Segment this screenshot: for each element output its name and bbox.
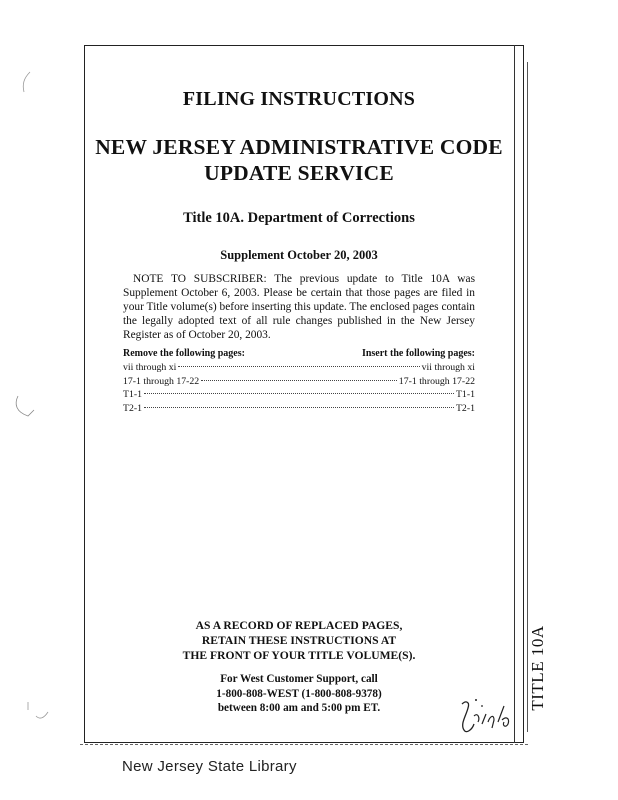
subtitle-line-2: UPDATE SERVICE: [204, 161, 394, 185]
remove-pages: 17-1 through 17-22: [123, 375, 200, 387]
record-line-1: AS A RECORD OF REPLACED PAGES,: [195, 619, 403, 632]
remove-pages: T2-1: [123, 402, 143, 414]
page-list: [123, 362, 475, 416]
page-row: [123, 362, 475, 376]
remove-pages: vii through xi: [123, 362, 177, 373]
dot-leader: [201, 380, 397, 381]
page-row: [123, 403, 475, 417]
support-line-1: For West Customer Support, call: [220, 673, 378, 685]
page-columns-header: [123, 348, 475, 359]
library-stamp: New Jersey State Library: [122, 758, 297, 775]
side-tab-title: TITLE 10A: [528, 625, 547, 711]
remove-pages: T1-1: [123, 389, 143, 400]
page-row: [123, 376, 475, 390]
document-subtitle: [84, 134, 514, 186]
scan-mark: [12, 392, 38, 422]
document-title: FILING INSTRUCTIONS: [182, 88, 416, 110]
support-line-3: between 8:00 am and 5:00 pm ET.: [217, 702, 381, 714]
scan-mark: [22, 700, 52, 730]
record-line-3: THE FRONT OF YOUR TITLE VOLUME(S).: [182, 649, 416, 662]
dot-leader: [178, 366, 419, 367]
subtitle-line-1: NEW JERSEY ADMINISTRATIVE CODE: [95, 135, 503, 159]
dot-leader: [144, 393, 454, 394]
scan-edge-line: [80, 744, 528, 746]
remove-header: Remove the following pages:: [123, 348, 245, 359]
scan-mark: [16, 70, 36, 98]
subscriber-note: NOTE TO SUBSCRIBER: The previous update to Title 10A was Supplement October 6, 2003. Please be certain that those pages are filed in your Title volume(s) before inserting this update. The enclosed pages contain the legally adopted text of all rule changes published in the New Jersey Register as of October 20, 2003.: [123, 273, 475, 341]
insert-pages: T2-1: [455, 402, 475, 414]
title-volume-heading: Title 10A. Department of Corrections: [183, 210, 415, 226]
record-notice: [84, 618, 514, 663]
dot-leader: [144, 407, 454, 408]
insert-pages: 17-1 through 17-22: [398, 375, 475, 387]
handwritten-initials: [452, 694, 516, 742]
supplement-date: Supplement October 20, 2003: [220, 248, 378, 262]
insert-pages: vii through xi: [421, 362, 475, 373]
support-line-2: 1-800-808-WEST (1-800-808-9378): [216, 687, 382, 700]
record-line-2: RETAIN THESE INSTRUCTIONS AT: [201, 634, 397, 647]
insert-pages: T1-1: [455, 389, 475, 400]
insert-header: Insert the following pages:: [361, 348, 475, 359]
customer-support: [84, 672, 514, 716]
tab-divider-line: [514, 45, 515, 743]
page-row: [123, 389, 475, 403]
